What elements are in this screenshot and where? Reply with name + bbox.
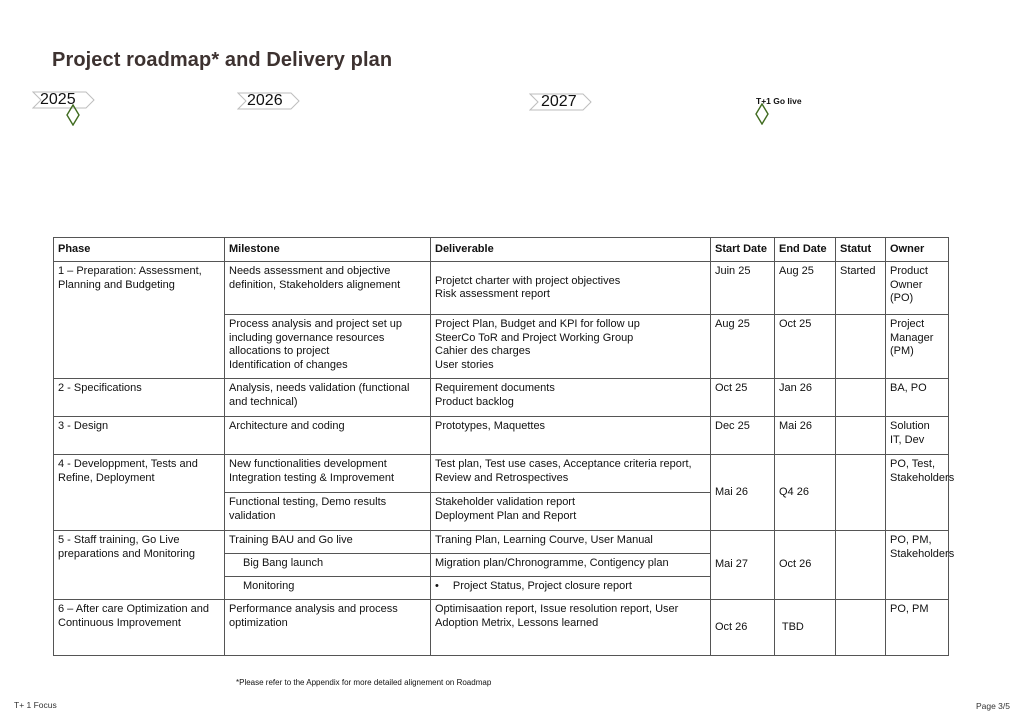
table-header-row	[54, 238, 949, 262]
go-live-diamond-icon	[755, 103, 769, 130]
milestone-cell: Analysis, needs validation (functional and technical)	[225, 379, 431, 417]
header-owner: Owner	[886, 238, 949, 262]
end-date-cell: Oct 25	[775, 315, 836, 379]
year-marker-2026	[237, 91, 301, 111]
deliverable-cell: Migration plan/Chronogramme, Contigency plan	[431, 554, 711, 577]
end-date-cell: Jan 26	[775, 379, 836, 417]
deliverable-cell: Traning Plan, Learning Courve, User Manual	[431, 531, 711, 554]
phase-cell: 1 – Preparation: Assessment, Planning and Budgeting	[54, 262, 225, 379]
end-date-cell: Oct 26	[775, 531, 836, 600]
table-row	[54, 262, 949, 315]
milestone-cell: Monitoring	[225, 577, 431, 600]
owner-cell: PO, PM, Stakeholders	[886, 531, 949, 600]
table-row	[54, 379, 949, 417]
deliverable-cell	[431, 262, 711, 315]
bullet-icon: •	[435, 580, 439, 592]
table-row	[54, 531, 949, 554]
status-cell	[836, 455, 886, 531]
owner-cell: PO, Test, Stakeholders	[886, 455, 949, 531]
deliverable-line: Cahier des charges	[435, 345, 531, 357]
delivery-plan-table	[53, 237, 955, 656]
header-status: Statut	[836, 238, 886, 262]
deliverable-cell	[431, 577, 711, 600]
table-row	[54, 600, 949, 656]
owner-cell: Project Manager (PM)	[886, 315, 949, 379]
milestone-cell: Training BAU and Go live	[225, 531, 431, 554]
start-date-cell: Oct 25	[711, 379, 775, 417]
footnote: *Please refer to the Appendix for more detailed alignement on Roadmap	[236, 678, 492, 687]
deliverable-cell	[431, 315, 711, 379]
milestone-line: New functionalities development	[229, 458, 387, 470]
year-marker-2027	[529, 92, 593, 112]
end-date-cell: Q4 26	[775, 455, 836, 531]
milestone-cell: Big Bang launch	[225, 554, 431, 577]
milestone-line: Integration testing & Improvement	[229, 471, 395, 484]
milestone-cell: Needs assessment and objective definition, Stakeholders alignement	[225, 262, 431, 315]
phase-cell: 5 - Staff training, Go Live preparations and Monitoring	[54, 531, 225, 600]
status-cell	[836, 531, 886, 600]
deliverable-cell: Test plan, Test use cases, Acceptance criteria report, Review and Retrospectives	[431, 455, 711, 493]
deliverable-line: Stakeholder validation report	[435, 496, 576, 508]
milestone-cell: Architecture and coding	[225, 417, 431, 455]
milestone-cell	[225, 315, 431, 379]
year-marker-2025	[32, 90, 96, 110]
phase-cell: 3 - Design	[54, 417, 225, 455]
owner-cell: Product Owner (PO)	[886, 262, 949, 315]
deliverable-line: Risk assessment report	[435, 288, 550, 300]
deliverable-cell: Optimisaation report, Issue resolution report, User Adoption Metrix, Lessons learned	[431, 600, 711, 656]
deliverable-line: User stories	[435, 358, 494, 371]
deliverable-line: Requirement documents	[435, 382, 555, 394]
year-label: 2027	[541, 93, 577, 110]
deliverable-line: SteerCo ToR and Project Working Group	[435, 331, 634, 344]
deliverable-line: Product backlog	[435, 395, 514, 408]
deliverable-line: Deployment Plan and Report	[435, 509, 577, 522]
phase-cell: 2 - Specifications	[54, 379, 225, 417]
owner-cell: Solution IT, Dev	[886, 417, 949, 455]
page-title: Project roadmap* and Delivery plan	[52, 49, 393, 71]
start-date-cell: Juin 25	[711, 262, 775, 315]
deliverable-cell: Prototypes, Maquettes	[431, 417, 711, 455]
status-cell: Started	[836, 262, 886, 315]
start-date-cell: Mai 26	[711, 455, 775, 531]
phase-cell: 4 - Developpment, Tests and Refine, Deployment	[54, 455, 225, 531]
start-date-cell: Oct 26	[711, 600, 775, 656]
status-cell	[836, 379, 886, 417]
milestone-line: allocations to project	[229, 345, 330, 357]
end-date-cell: Mai 26	[775, 417, 836, 455]
start-diamond-icon	[66, 104, 80, 131]
table-row	[54, 455, 949, 493]
header-phase: Phase	[54, 238, 225, 262]
go-live-label: T+1 Go live	[756, 96, 802, 106]
header-start-date: Start Date	[711, 238, 775, 262]
header-deliverable: Deliverable	[431, 238, 711, 262]
start-date-cell: Mai 27	[711, 531, 775, 600]
milestone-line: Identification of changes	[229, 358, 348, 371]
end-date-cell: TBD	[775, 600, 836, 656]
owner-cell: BA, PO	[886, 379, 949, 417]
start-date-cell: Aug 25	[711, 315, 775, 379]
milestone-cell: Functional testing, Demo results validation	[225, 493, 431, 531]
phase-cell: 6 – After care Optimization and Continuous Improvement	[54, 600, 225, 656]
status-cell	[836, 417, 886, 455]
start-date-cell: Dec 25	[711, 417, 775, 455]
header-milestone: Milestone	[225, 238, 431, 262]
deliverable-line: Projetct charter with project objectives	[435, 274, 621, 287]
deliverable-line: Project Status, Project closure report	[452, 580, 632, 592]
deliverable-cell	[431, 493, 711, 531]
milestone-line: Process analysis and project set up	[229, 318, 403, 330]
table-row	[54, 417, 949, 455]
year-label: 2026	[247, 92, 283, 109]
header-end-date: End Date	[775, 238, 836, 262]
deliverable-cell	[431, 379, 711, 417]
status-cell	[836, 600, 886, 656]
end-date-cell: Aug 25	[775, 262, 836, 315]
milestone-cell: Performance analysis and process optimization	[225, 600, 431, 656]
page-number: Page 3/5	[975, 701, 1010, 711]
owner-cell: PO, PM	[886, 600, 949, 656]
milestone-cell	[225, 455, 431, 493]
deliverable-line: Project Plan, Budget and KPI for follow up	[435, 318, 640, 330]
milestone-line: including governance resources	[229, 331, 385, 344]
footer-left: T+ 1 Focus	[14, 700, 57, 710]
year-label: 2025	[40, 91, 76, 108]
status-cell	[836, 315, 886, 379]
